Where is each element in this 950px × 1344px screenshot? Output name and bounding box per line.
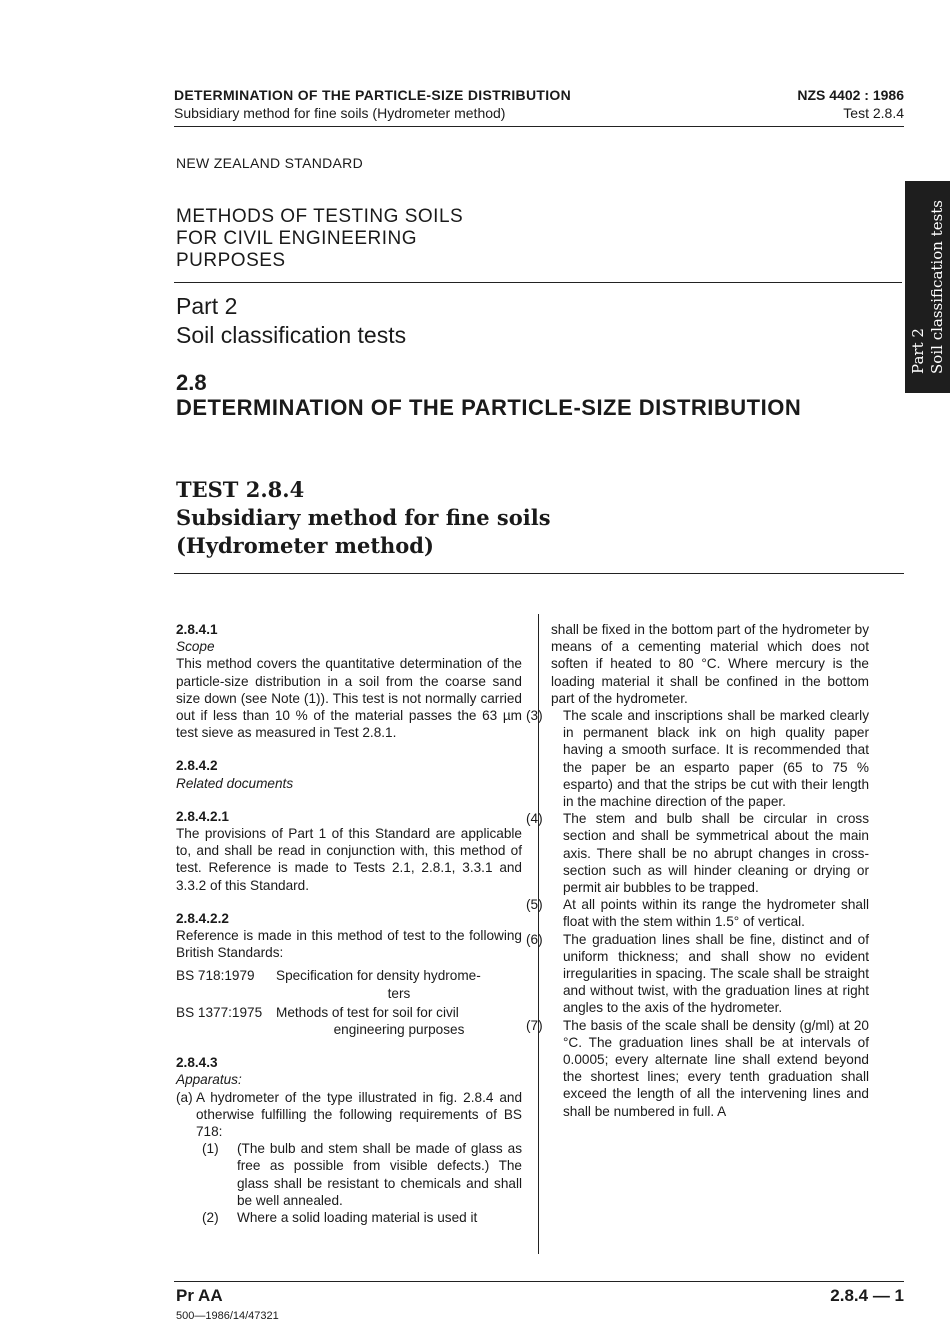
running-header-reference: [797, 86, 904, 122]
masthead-rule: [174, 282, 902, 283]
footer-print-code: 500—1986/14/47321: [176, 1310, 279, 1322]
right-column: [526, 621, 869, 1120]
list-text: The basis of the scale shall be density (g/ml) at 20 °C. The graduation lines shall be at intervals of 0.0005; every alternate line shall extend beyond the shortest lines; every tenth graduation shall exceed the length of all the intervening lines and shall be numbered in full. A: [563, 1017, 869, 1119]
list-marker: (4): [526, 811, 543, 827]
list-text: The graduation lines shall be fine, distinct and of uniform thickness; and shall show no evident irregularities in spacing. The scale shall be straight and without twist, with the graduation lines at right angles to the axis of the hydrometer.: [563, 931, 869, 1016]
list-marker: (6): [526, 931, 543, 947]
test-number: TEST 2.8.4: [176, 477, 305, 502]
reference-code: BS 718:1979: [176, 968, 255, 984]
part-number: Part 2: [176, 293, 238, 319]
list-marker: (7): [526, 1017, 543, 1033]
list-text: A hydrometer of the type illustrated in fig. 2.8.4 and otherwise fulfilling the following requirements of BS 718:: [196, 1089, 522, 1140]
reference-code: BS 1377:1975: [176, 1004, 263, 1020]
footer-rule: [174, 1281, 904, 1282]
header-title-line2: Subsidiary method for fine soils (Hydrometer method): [174, 105, 506, 121]
list-marker: (5): [526, 897, 543, 913]
reference-title: [276, 967, 522, 1001]
standard-title-line1: METHODS OF TESTING SOILS: [176, 206, 464, 227]
clause-text: Reference is made in this method of test to the following British Standards:: [176, 928, 522, 961]
list-marker: (1): [202, 1141, 219, 1157]
test-title-line2: (Hydrometer method): [176, 533, 434, 558]
list-marker: (2): [202, 1210, 219, 1226]
list-item: [526, 707, 869, 810]
reference-title-cont: ters: [387, 985, 411, 1001]
list-item: [526, 931, 869, 1017]
clause-title: Related documents: [176, 775, 294, 791]
footer-code: Pr AA: [176, 1286, 223, 1305]
clause-text: The provisions of Part 1 of this Standard are applicable to, and shall be read in conjunction with, this method of test. Reference is made to Tests 2.1, 2.8.1, 3.3.1 and 3.3.2 of this Standard.: [176, 826, 522, 893]
clause-number: 2.8.4.1: [176, 622, 218, 637]
reference-title-line: Specification for density hydrome-: [276, 968, 481, 984]
reference-row: [176, 1004, 522, 1038]
test-heading: [176, 476, 551, 560]
list-item: [526, 810, 869, 896]
side-tab-line2: Soil classification tests: [927, 200, 946, 374]
list-text: The stem and bulb shall be circular in cross section and shall be symmetrical about the main axis. There shall be no abrupt changes in cross-section such as will hinder cleaning or drying or permit air bubbles to be trapped.: [563, 811, 869, 896]
list-text: Where a solid loading material is used it: [237, 1210, 478, 1226]
side-tab-line1: Part 2: [908, 328, 927, 374]
continued-text: shall be fixed in the bottom part of the hydrometer by means of a cementing material which does not soften if heated to 80 °C. Where mercury is the loading material it shall be confined in the bottom part of the hydrometer.: [551, 622, 869, 706]
reference-row: [176, 967, 522, 1001]
left-column: [176, 621, 522, 1226]
list-marker: (3): [526, 708, 543, 724]
header-title-line1: DETERMINATION OF THE PARTICLE-SIZE DISTRIBUTION: [174, 87, 572, 103]
clause-number: 2.8.4.3: [176, 1055, 218, 1071]
part-heading: [176, 292, 406, 350]
standard-title-line2: FOR CIVIL ENGINEERING: [176, 228, 417, 249]
list-item: [526, 896, 869, 930]
sub-list-item: [196, 1209, 522, 1226]
reference-title-line: Methods of test for soil for civil: [276, 1004, 459, 1020]
reference-title-cont: engineering purposes: [333, 1022, 465, 1038]
clause-number: 2.8.4.2: [176, 758, 218, 774]
list-item: [526, 1017, 869, 1120]
sub-list-item: [196, 1140, 522, 1209]
side-tab: [905, 181, 950, 393]
standard-title-line3: PURPOSES: [176, 250, 286, 271]
list-text: The scale and inscriptions shall be marked clearly in permanent black ink on high quality paper having a smooth surface. It is recommended that the paper be an esparto paper (65 to 75 % esparto) and that the strips be cut with their length in the machine direction of the paper.: [563, 708, 869, 810]
running-header-title: [174, 86, 571, 122]
header-standard: NZS 4402 : 1986: [797, 87, 904, 103]
header-rule: [174, 126, 904, 127]
test-rule: [174, 573, 904, 574]
test-title-line1: Subsidiary method for fine soils: [176, 505, 551, 530]
clause-number: 2.8.4.2.2: [176, 910, 229, 926]
list-item: [176, 1089, 522, 1141]
list-text: (The bulb and stem shall be made of glass as free as possible from visible defects.) The glass shall be resistant to chemicals and shall be well annealed.: [237, 1141, 522, 1208]
list-marker: (a): [176, 1089, 193, 1105]
header-test: Test 2.8.4: [843, 105, 904, 121]
side-tab-text: [909, 200, 947, 374]
reference-title: [276, 1004, 522, 1038]
part-title: Soil classification tests: [176, 322, 407, 348]
standard-label: NEW ZEALAND STANDARD: [176, 155, 363, 171]
standard-title: [176, 206, 463, 272]
clause-title: Apparatus:: [176, 1072, 242, 1088]
section-number: 2.8: [176, 370, 207, 395]
clause-text: This method covers the quantitative determination of the particle-size distribution in a soil from the coarse sand size down (see Note (1)). This test is not normally carried out if less than 10 % of the material passes the 63 µm test sieve as measured in Test 2.8.1.: [176, 656, 522, 741]
page-number: 2.8.4 — 1: [830, 1286, 904, 1305]
clause-title: Scope: [176, 639, 215, 655]
clause-number: 2.8.4.2.1: [176, 808, 229, 824]
list-text: At all points within its range the hydrometer shall float with the stem within 1.5° of vertical.: [563, 897, 869, 930]
section-title: DETERMINATION OF THE PARTICLE-SIZE DISTRIBUTION: [176, 395, 802, 420]
